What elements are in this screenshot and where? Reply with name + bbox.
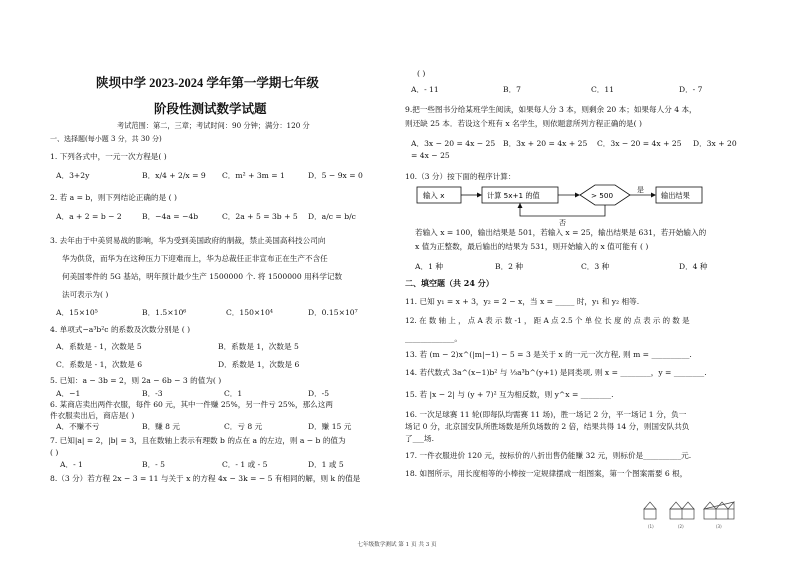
- q3-line-4: 法可表示为( ): [62, 290, 109, 299]
- q12-line-2: _____________。: [405, 334, 462, 343]
- flow-input-text: 输入 x: [423, 191, 445, 200]
- school-title: 陕坝中学 2023-2024 学年第一学期七年级: [96, 76, 319, 90]
- q16-line-3: 了___场.: [405, 434, 434, 443]
- q13: 13. 若 (m − 2)x^(|m|−1) − 5 = 3 是关于 x 的一元一次方程, 则 m = __________.: [405, 350, 692, 359]
- q14: 14. 若代数式 3a^(x−1)b² 与 ⅓a³b^(y+1) 是同类项, 则 x = ________，y = ________.: [405, 368, 707, 377]
- q6-opt-b: B．赚 8 元: [142, 422, 181, 431]
- house-1-roof: [644, 502, 656, 509]
- q5-opt-c: C．1: [224, 389, 243, 398]
- q4-opt-c: C．系数是 - 1，次数是 6: [56, 360, 143, 369]
- fig-label-1: (1): [648, 524, 654, 529]
- q9-opt-d-tail: = 4x − 25: [411, 151, 450, 160]
- q4-opt-d: D．系数是 1，次数是 6: [218, 360, 300, 369]
- q9-opt-d: D．3x + 20: [693, 139, 737, 148]
- q10-opt-d: D．4 种: [679, 262, 708, 271]
- q6-opt-d: D．赚 15 元: [308, 422, 352, 431]
- flow-arrowhead-2: [575, 193, 580, 198]
- q9-line-1: 9.把一些图书分给某班学生阅读，如果每人分 3 本，则剩余 20 本；如果每人分 4 本，: [405, 105, 697, 114]
- house-3-body: [704, 509, 734, 519]
- q9-line-2: 则还缺 25 本．若设这个班有 x 名学生，则依题意所列方程正确的是( ): [405, 119, 642, 128]
- fig-label-2: (2): [678, 524, 684, 529]
- q10-line-1: 若输入 x = 100，输出结果是 501，若输入 x = 25，输出结果是 631，若开始输入的: [415, 228, 707, 237]
- q3-line-3: 何美国零件的 5G 基站，明年预计最少生产 1500000 个. 将 1500000 用科学记数: [62, 272, 343, 281]
- q2-opt-a: A．a + 2 = b − 2: [56, 212, 122, 221]
- q9-opt-b: B．3x + 20 = 4x + 25: [503, 139, 588, 148]
- q10-line-2: x 值为正整数，最后输出的结果为 531，则开始输入的 x 值可能有 ( ): [415, 242, 649, 251]
- q10-opt-c: C．3 种: [581, 262, 610, 271]
- flow-condition-text: > 500: [591, 191, 614, 200]
- q2-opt-c: C．2a + 5 = 3b + 5: [222, 212, 298, 221]
- q1-opt-c: C．m² + 3m = 1: [222, 171, 285, 180]
- q6-opt-c: C．亏 8 元: [224, 422, 263, 431]
- q9-opt-c: C．3x − 20 = 4x + 25: [597, 139, 682, 148]
- q12-line-1: 12. 在 数 轴 上 ， 点 A 表 示 数 -1 ， 距 A 点 2.5 个 单 位 长 度 的 点 表 示 的 数 是: [405, 316, 690, 325]
- q7-tail: ( ): [50, 448, 59, 457]
- q4-opt-b: B．系数是 1，次数是 5: [218, 342, 299, 351]
- q6-line-1: 6. 某商店卖出两件衣服，每件 60 元，其中一件赚 25%，另一件亏 25%，那么这两: [50, 400, 333, 409]
- flow-loop-arrowhead: [518, 203, 523, 208]
- exam-title: 阶段性测试数学试题: [154, 102, 267, 116]
- page-footer: 七年级数学测试 第 1 页 共 3 页: [357, 542, 437, 548]
- q8-opt-a: A．- 11: [411, 85, 439, 94]
- exam-scope: 考试范围：第二，三章；考试时间：90 分钟；满分：120 分: [117, 121, 310, 130]
- q16-line-2: 场记 0 分，北京国安队所胜场数是所负场数的 2 倍，结果共得 14 分，则国安队共负: [405, 422, 690, 431]
- section1-heading: 一、选择题(每小题 3 分，共 30 分): [50, 135, 162, 143]
- q7-opt-b: B．- 5: [142, 460, 165, 469]
- q8-opt-d: D．- 7: [679, 85, 703, 94]
- q10-stem: 10.（3 分）按下面的程序计算：: [405, 172, 516, 181]
- q8-tail: ( ): [417, 69, 426, 78]
- q3-opt-b: B．1.5×10⁶: [142, 308, 187, 317]
- q15: 15. 若 |x − 2| 与 (y + 7)² 互为相反数，则 y^x = ________.: [405, 390, 614, 399]
- q10-opt-b: B．2 种: [495, 262, 524, 271]
- fig-label-3: (3): [716, 524, 722, 529]
- q1-opt-d: D．5 − 9x = 0: [308, 171, 363, 180]
- q3-line-1: 3. 去年由于中美贸易战的影响，华为受到美国政府的制裁，禁止美国高科技公司向: [50, 236, 326, 245]
- q3-opt-c: C．150×10⁴: [226, 308, 273, 317]
- q10-opt-a: A．1 种: [415, 262, 443, 271]
- q5-opt-b: B．-3: [142, 389, 163, 398]
- q7-stem: 7. 已知|a| = 2，|b| = 3，且在数轴上表示有理数 b 的点在 a 的左边，则 a − b 的值为: [50, 436, 346, 445]
- flow-loop-line: [520, 203, 605, 216]
- flow-arrowhead-1: [477, 193, 482, 198]
- q11: 11. 已知 y₁ = x + 3，y₂ = 2 − x，当 x = _____ 时，y₁ 和 y₂ 相等.: [405, 297, 640, 306]
- q4-stem: 4. 单项式−a³b²c 的系数及次数分别是 ( ): [50, 325, 191, 334]
- q8-opt-c: C．11: [591, 85, 615, 94]
- q5-stem: 5. 已知：a − 3b = 2，则 2a − 6b − 3 的值为( ): [50, 376, 222, 385]
- q9-opt-a: A．3x − 20 = 4x − 25: [411, 139, 496, 148]
- flow-output-text: 输出结果: [661, 191, 690, 200]
- q7-opt-d: D．1 或 5: [308, 460, 344, 469]
- q8-stem: 8.（3 分）若方程 2x − 3 = 11 与关于 x 的方程 4x − 3k = − 5 有相同的解，则 k 的值是: [50, 474, 361, 483]
- q6-line-2: 件衣服卖出后，商店是( ): [50, 411, 135, 420]
- q1-stem: 1. 下列各式中，一元一次方程是( ): [50, 152, 167, 161]
- q3-line-2: 华为供货，而华为在这种压力下迎难而上，华为总裁任正非宣布正在生产不含任: [62, 254, 328, 263]
- q3-opt-d: D．0.15×10⁷: [308, 308, 358, 317]
- flow-arrowhead-3: [651, 193, 656, 198]
- q2-opt-b: B．−4a = −4b: [142, 212, 199, 221]
- q5-opt-a: A．−1: [56, 389, 81, 398]
- q2-opt-d: D．a/c = b/c: [308, 212, 356, 221]
- house-3-roof: [704, 502, 734, 509]
- flow-calc-text: 计算 5x+1 的值: [487, 191, 540, 200]
- q5-opt-d: D．-5: [308, 389, 330, 398]
- q16-line-1: 16. 一次足球赛 11 轮(即每队均需赛 11 场)，胜一场记 2 分，平一场记 1 分，负一: [405, 410, 687, 419]
- q1-opt-a: A．3+2y: [56, 171, 90, 180]
- flow-yes-label: 是: [637, 186, 644, 194]
- stick-pattern-figure: [640, 497, 736, 533]
- q4-opt-a: A．系数是 - 1，次数是 5: [56, 342, 142, 351]
- section2-heading: 二、填空题（共 24 分）: [405, 278, 494, 288]
- q3-opt-a: A．15×10⁵: [56, 308, 98, 317]
- q18: 18. 如图所示，用长度相等的小棒按一定规律摆成一组图案，第一个图案需要 6 根，: [405, 469, 688, 478]
- flow-no-label: 否: [559, 219, 566, 227]
- q2-stem: 2. 若 a = b，则下列结论正确的是 ( ): [50, 193, 177, 202]
- house-2-roof: [670, 502, 694, 509]
- q17: 17. 一件衣服进价 120 元，按标价的八折出售仍能赚 32 元，则标价是__________元.: [405, 451, 692, 460]
- house-1-body: [644, 509, 656, 519]
- q7-opt-a: A．- 1: [60, 460, 83, 469]
- q7-opt-c: C．- 1 或 - 5: [222, 460, 268, 469]
- q1-opt-b: B．x/4 + 2/x = 9: [142, 171, 206, 180]
- q8-opt-b: B．7: [503, 85, 522, 94]
- q6-opt-a: A．不赚不亏: [56, 422, 100, 431]
